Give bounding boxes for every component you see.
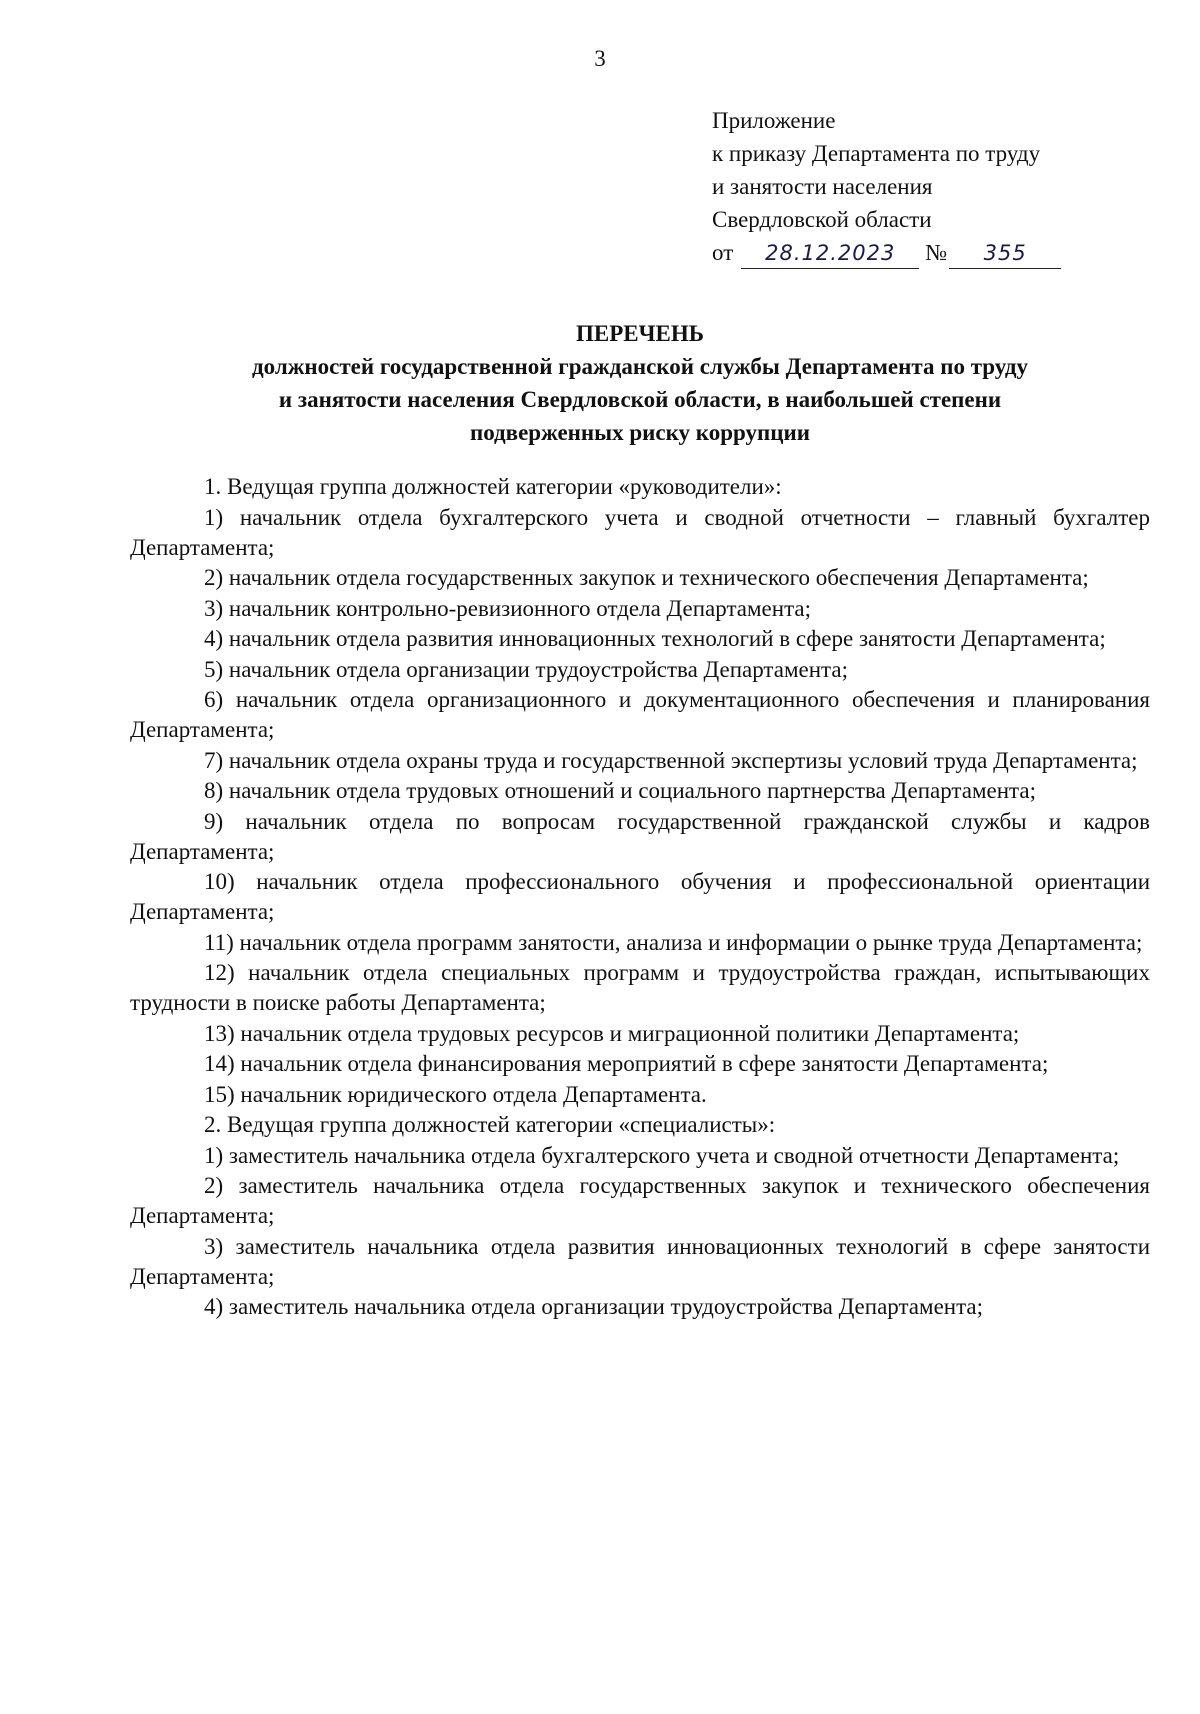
order-date-handwritten: 28.12.2023 bbox=[741, 238, 919, 269]
section-heading: 2. Ведущая группа должностей категории «специалисты»: bbox=[204, 1112, 776, 1137]
page-number: 3 bbox=[594, 46, 606, 71]
order-number-handwritten: 355 bbox=[949, 238, 1061, 269]
list-item: 8) начальник отдела трудовых отношений и социального партнерства Департамента; bbox=[204, 778, 1036, 803]
order-reference bbox=[712, 236, 1132, 269]
list-item: 12) начальник отдела специальных программ и трудоустройства граждан, испытывающих трудности в поиске работы Департамента; bbox=[130, 960, 1150, 1015]
order-number-sign: № bbox=[925, 240, 948, 265]
section-heading: 1. Ведущая группа должностей категории «руководители»: bbox=[204, 474, 782, 499]
document-body bbox=[130, 472, 1150, 1323]
list-item: 5) начальник отдела организации трудоустройства Департамента; bbox=[204, 656, 848, 682]
title-line: и занятости населения Свердловской области, в наибольшей степени bbox=[278, 387, 1002, 412]
title-heading: ПЕРЕЧЕНЬ bbox=[576, 321, 704, 346]
list-item: 4) заместитель начальника отдела организации трудоустройства Департамента; bbox=[204, 1294, 984, 1319]
list-item: 2) начальник отдела государственных закупок и технического обеспечения Департамента; bbox=[204, 565, 1089, 590]
list-item: 3) начальник контрольно-ревизионного отдела Департамента; bbox=[204, 595, 811, 621]
list-item: 7) начальник отдела охраны труда и государственной экспертизы условий труда Департамента; bbox=[204, 747, 1138, 773]
list-item: 15) начальник юридического отдела Департамента. bbox=[204, 1081, 707, 1107]
appendix-line: Приложение bbox=[712, 108, 836, 133]
list-item: 10) начальник отдела профессионального обучения и профессиональной ориентации Департамента; bbox=[130, 869, 1150, 924]
list-item: 1) начальник отдела бухгалтерского учета и сводной отчетности – главный бухгалтер Департамента; bbox=[130, 504, 1150, 560]
list-item: 1) заместитель начальника отдела бухгалтерского учета и сводной отчетности Департамента; bbox=[204, 1142, 1120, 1168]
title-line: подверженных риску коррупции bbox=[469, 420, 811, 445]
list-item: 13) начальник отдела трудовых ресурсов и миграционной политики Департамента; bbox=[204, 1020, 1020, 1046]
document-title bbox=[130, 317, 1150, 449]
list-item: 4) начальник отдела развития инновационных технологий в сфере занятости Департамента; bbox=[204, 626, 1106, 651]
appendix-line: Свердловской области bbox=[712, 207, 932, 232]
list-item: 9) начальник отдела по вопросам государственной гражданской службы и кадров Департамента; bbox=[130, 808, 1150, 864]
appendix-block bbox=[712, 104, 1132, 269]
appendix-line: к приказу Департамента по труду bbox=[712, 141, 1041, 166]
list-item: 2) заместитель начальника отдела государственных закупок и технического обеспечения Департамента; bbox=[130, 1173, 1150, 1228]
list-item: 14) начальник отдела финансирования мероприятий в сфере занятости Департамента; bbox=[204, 1051, 1049, 1076]
order-prefix: от bbox=[712, 240, 734, 265]
title-line: должностей государственной гражданской службы Департамента по труду bbox=[252, 354, 1028, 379]
list-item: 6) начальник отдела организационного и документационного обеспечения и планирования Департамента; bbox=[130, 687, 1150, 742]
appendix-line: и занятости населения bbox=[712, 174, 933, 199]
list-item: 3) заместитель начальника отдела развития инновационных технологий в сфере занятости Департамента; bbox=[130, 1233, 1150, 1289]
list-item: 11) начальник отдела программ занятости, анализа и информации о рынке труда Департамента; bbox=[204, 929, 1143, 955]
